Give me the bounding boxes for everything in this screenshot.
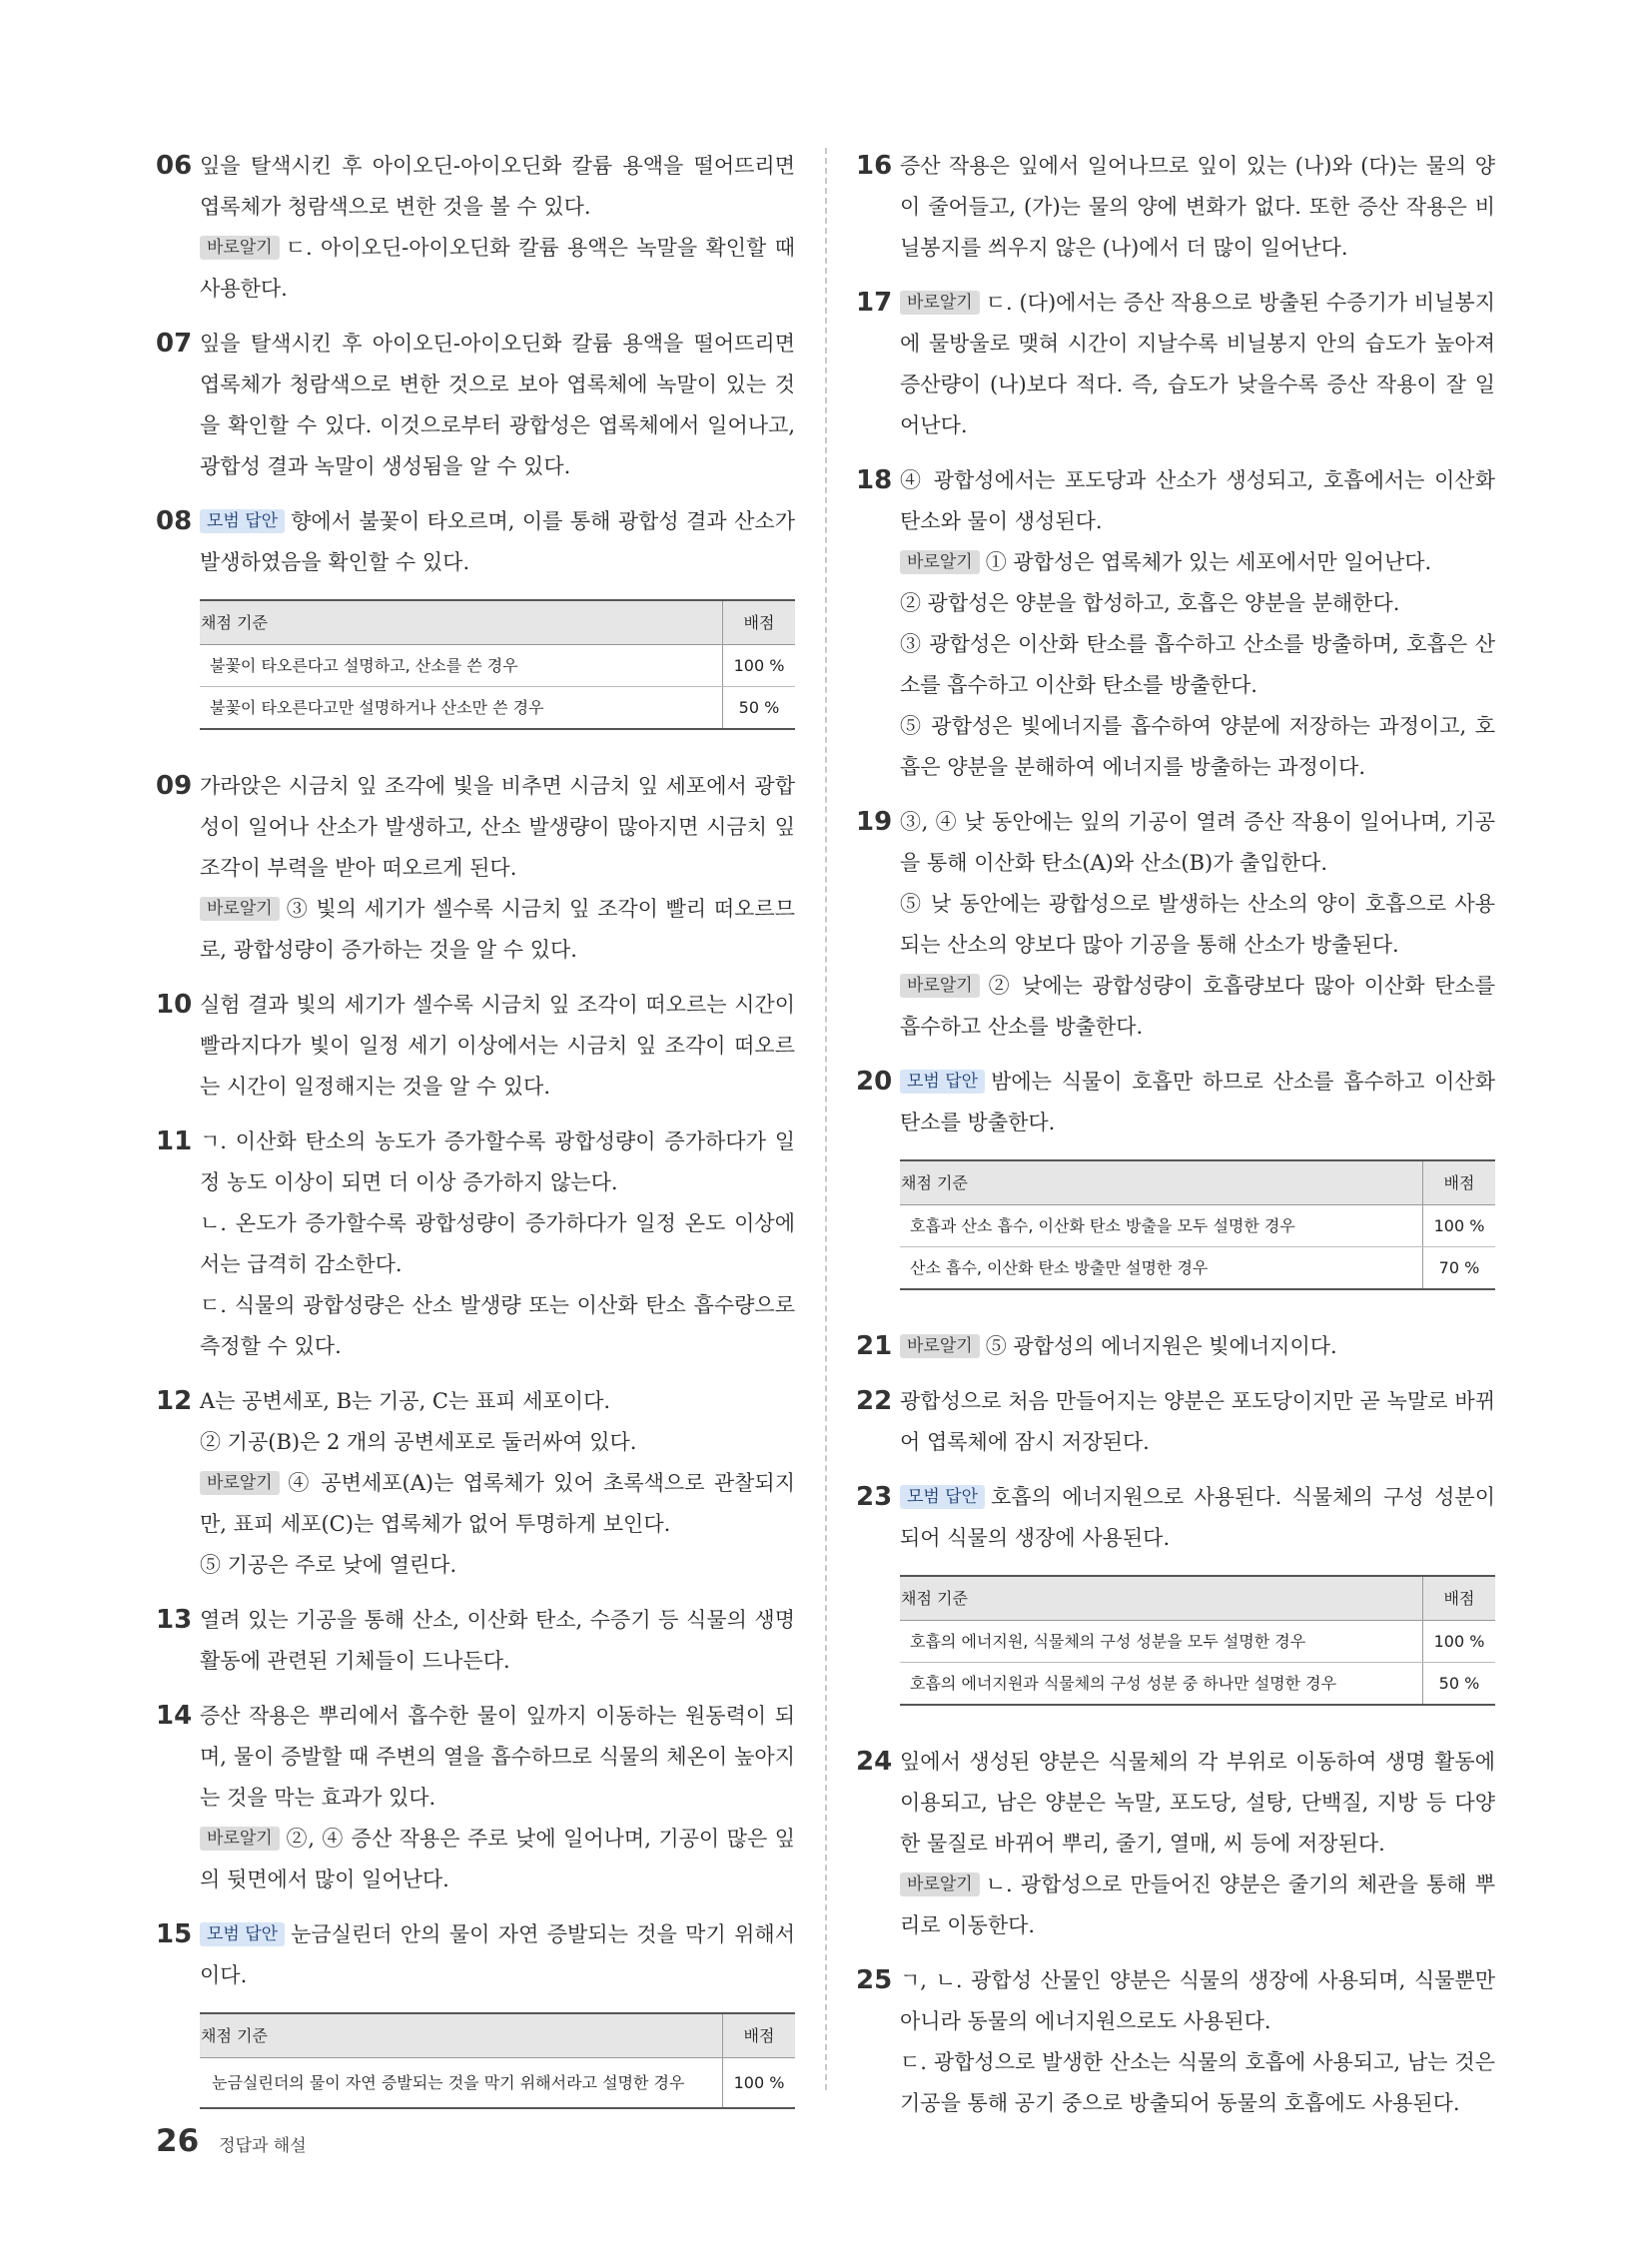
table-row: [200, 687, 795, 730]
explanation-text: ㄷ. 광합성으로 발생한 산소는 식물의 호흡에 사용되고, 남는 것은 기공을 통해 공기 중으로 방출되어 동물의 호흡에도 사용된다.: [900, 2050, 1495, 2115]
table-row: [200, 645, 795, 687]
model-answer-text: 호흡의 에너지원으로 사용된다. 식물체의 구성 성분이 되어 식물의 생장에 사용된다.: [900, 1485, 1495, 1550]
question-number: 11: [156, 1126, 193, 1156]
question-19: [856, 802, 1495, 1048]
question-number: 09: [156, 771, 193, 801]
model-answer-paragraph: [200, 1914, 795, 1996]
table-row: [900, 1247, 1495, 1290]
page-number: 26: [156, 2123, 200, 2159]
model-answer-tag: 모범 답안: [200, 509, 285, 533]
question-15: [156, 1914, 795, 2131]
question-25: [856, 1960, 1495, 2124]
model-answer-paragraph: [900, 1477, 1495, 1559]
question-17: [856, 283, 1495, 446]
question-24: [856, 1742, 1495, 1946]
explanation-text: ③, ④ 낮 동안에는 잎의 기공이 열려 증산 작용이 일어나며, 기공을 통해 이산화 탄소(A)와 산소(B)가 출입한다.: [900, 810, 1495, 875]
criteria-cell: 눈금실린더의 물이 자연 증발되는 것을 막기 위해서라고 설명한 경우: [212, 2072, 685, 2092]
hint-tag: 바로알기: [200, 1827, 280, 1851]
explanation-text: ㄷ. 식물의 광합성량은 산소 발생량 또는 이산화 탄소 흡수량으로 측정할 수 있다.: [200, 1293, 795, 1358]
question-10: [156, 985, 795, 1108]
hint-text: ① 광합성은 엽록체가 있는 세포에서만 일어난다.: [985, 550, 1432, 574]
question-number: 20: [856, 1067, 893, 1097]
question-21: [856, 1326, 1495, 1367]
explanation-text: ⑤ 낮 동안에는 광합성으로 발생하는 산소의 양이 호흡으로 사용되는 산소의 양보다 많아 기공을 통해 산소가 방출된다.: [900, 892, 1495, 957]
explanation-text: 광합성으로 처음 만들어지는 양분은 포도당이지만 곧 녹말로 바뀌어 엽록체에 잠시 저장된다.: [900, 1389, 1495, 1454]
hint-text: ②, ④ 증산 작용은 주로 낮에 일어나며, 기공이 많은 잎의 뒷면에서 많이 일어난다.: [200, 1827, 795, 1891]
hint-text: ③ 빛의 세기가 셀수록 시금치 잎 조각이 빨리 떠오르므로, 광합성량이 증가하는 것을 알 수 있다.: [200, 897, 795, 962]
criteria-header: 채점 기준: [200, 2013, 723, 2058]
hint-tag: 바로알기: [900, 1334, 980, 1358]
hint-paragraph: [200, 1819, 795, 1900]
question-number: 21: [856, 1331, 893, 1361]
hint-paragraph: [900, 283, 1495, 446]
hint-text: ㄷ. (다)에서는 증산 작용으로 방출된 수증기가 비닐봉지에 물방울로 맺혀 시간이 지날수록 비닐봉지 안의 습도가 높아져 증산량이 (나)보다 적다. 즉, 습도가 낮을수록 증산 작용이 잘 일어난다.: [900, 291, 1495, 437]
model-answer-paragraph: [900, 1062, 1495, 1143]
hint-tag: 바로알기: [200, 897, 280, 921]
question-23: [856, 1477, 1495, 1728]
points-cell: 50 %: [1423, 1663, 1496, 1706]
hint-paragraph: [200, 1463, 795, 1545]
model-answer-text: 눈금실린더 안의 물이 자연 증발되는 것을 막기 위해서이다.: [200, 1922, 795, 1987]
question-20: [856, 1062, 1495, 1312]
model-answer-text: 향에서 불꽃이 타오르며, 이를 통해 광합성 결과 산소가 발생하였음을 확인할 수 있다.: [200, 509, 795, 574]
hint-paragraph: [900, 1326, 1495, 1367]
question-number: 23: [856, 1482, 893, 1512]
hint-text: ㄴ. 광합성으로 만들어진 양분은 줄기의 체관을 통해 뿌리로 이동한다.: [900, 1872, 1495, 1937]
scoring-table: [200, 2012, 795, 2109]
question-number: 18: [856, 465, 893, 495]
explanation-text: ⑤ 광합성은 빛에너지를 흡수하여 양분에 저장하는 과정이고, 호흡은 양분을 분해하여 에너지를 방출하는 과정이다.: [900, 714, 1495, 779]
hint-tag: 바로알기: [900, 974, 980, 998]
explanation-text: 증산 작용은 잎에서 일어나므로 잎이 있는 (나)와 (다)는 물의 양이 줄어들고, (가)는 물의 양에 변화가 없다. 또한 증산 작용은 비닐봉지를 씌우지 않은 (나)에서 더 많이 일어난다.: [900, 154, 1495, 260]
hint-tag: 바로알기: [200, 1471, 280, 1495]
hint-text: ㄷ. 아이오딘-아이오딘화 칼륨 용액은 녹말을 확인할 때 사용한다.: [200, 236, 795, 301]
question-13: [156, 1600, 795, 1682]
question-number: 19: [856, 807, 893, 837]
explanation-text: 잎에서 생성된 양분은 식물체의 각 부위로 이동하여 생명 활동에 이용되고, 남은 양분은 녹말, 포도당, 설탕, 단백질, 지방 등 다양한 물질로 바뀌어 뿌리, 줄기, 열매, 씨 등에 저장된다.: [900, 1750, 1495, 1856]
criteria-cell: 불꽃이 타오른다고 설명하고, 산소를 쓴 경우: [200, 645, 723, 687]
criteria-cell: 산소 흡수, 이산화 탄소 방출만 설명한 경우: [910, 1258, 1209, 1277]
question-number: 06: [156, 151, 193, 181]
explanation-text: 열려 있는 기공을 통해 산소, 이산화 탄소, 수증기 등 식물의 생명 활동에 관련된 기체들이 드나든다.: [200, 1608, 795, 1673]
question-22: [856, 1381, 1495, 1463]
points-header: 배점: [723, 600, 796, 645]
question-12: [156, 1381, 795, 1586]
hint-tag: 바로알기: [900, 550, 980, 574]
explanation-text: ② 기공(B)은 2 개의 공변세포로 둘러싸여 있다.: [200, 1430, 637, 1454]
model-answer-tag: 모범 답안: [900, 1070, 985, 1094]
hint-tag: 바로알기: [900, 1872, 980, 1896]
explanation-text: ③ 광합성은 이산화 탄소를 흡수하고 산소를 방출하며, 호흡은 산소를 흡수하고 이산화 탄소를 방출한다.: [900, 632, 1495, 697]
question-number: 22: [856, 1386, 893, 1416]
column-divider: [825, 148, 827, 2090]
explanation-text: 실험 결과 빛의 세기가 셀수록 시금치 잎 조각이 떠오르는 시간이 빨라지다가 빛이 일정 세기 이상에서는 시금치 잎 조각이 떠오르는 시간이 일정해지는 것을 알 수 있다.: [200, 993, 795, 1099]
explanation-text: 잎을 탈색시킨 후 아이오딘-아이오딘화 칼륨 용액을 떨어뜨리면 엽록체가 청람색으로 변한 것을 볼 수 있다.: [200, 154, 795, 219]
criteria-cell: 호흡의 에너지원과 식물체의 구성 성분 중 하나만 설명한 경우: [910, 1674, 1337, 1693]
question-number: 13: [156, 1605, 193, 1635]
model-answer-tag: 모범 답안: [900, 1485, 985, 1509]
hint-text: ⑤ 광합성의 에너지원은 빛에너지이다.: [985, 1334, 1337, 1358]
explanation-text: ② 광합성은 양분을 합성하고, 호흡은 양분을 분해한다.: [900, 591, 1400, 615]
explanation-text: ㄱ. 이산화 탄소의 농도가 증가할수록 광합성량이 증가하다가 일정 농도 이상이 되면 더 이상 증가하지 않는다.: [200, 1129, 795, 1194]
question-06: [156, 146, 795, 310]
points-cell: 50 %: [723, 687, 796, 730]
criteria-header: 채점 기준: [200, 600, 723, 645]
scoring-table: [200, 599, 795, 730]
question-number: 25: [856, 1965, 893, 1995]
explanation-text: ㄱ, ㄴ. 광합성 산물인 양분은 식물의 생장에 사용되며, 식물뿐만 아니라 동물의 에너지원으로도 사용된다.: [900, 1968, 1495, 2033]
question-11: [156, 1121, 795, 1367]
question-14: [156, 1696, 795, 1900]
question-number: 07: [156, 329, 193, 359]
explanation-text: ㄴ. 온도가 증가할수록 광합성량이 증가하다가 일정 온도 이상에서는 급격히 감소한다.: [200, 1211, 795, 1276]
question-08: [156, 501, 795, 752]
question-number: 08: [156, 506, 193, 536]
explanation-text: 증산 작용은 뿌리에서 흡수한 물이 잎까지 이동하는 원동력이 되며, 물이 증발할 때 주변의 열을 흡수하므로 식물의 체온이 높아지는 것을 막는 효과가 있다.: [200, 1704, 795, 1810]
explanation-text: ⑤ 기공은 주로 낮에 열린다.: [200, 1553, 457, 1577]
question-09: [156, 766, 795, 971]
question-number: 17: [856, 288, 893, 318]
question-number: 14: [156, 1701, 193, 1731]
hint-paragraph: [200, 889, 795, 971]
model-answer-text: 밤에는 식물이 호흡만 하므로 산소를 흡수하고 이산화 탄소를 방출한다.: [900, 1070, 1495, 1134]
question-16: [856, 146, 1495, 269]
question-number: 24: [856, 1747, 893, 1777]
left-column: [156, 146, 795, 2145]
table-row: [200, 2058, 795, 2109]
points-cell: 100 %: [723, 645, 796, 687]
scoring-table: [900, 1159, 1495, 1290]
criteria-cell: 호흡과 산소 흡수, 이산화 탄소 방출을 모두 설명한 경우: [900, 1205, 1423, 1247]
hint-paragraph: [200, 228, 795, 310]
table-row: [900, 1663, 1495, 1706]
question-number: 15: [156, 1919, 193, 1949]
hint-text: ② 낮에는 광합성량이 호흡량보다 많아 이산화 탄소를 흡수하고 산소를 방출한다.: [900, 974, 1495, 1039]
explanation-text: 가라앉은 시금치 잎 조각에 빛을 비추면 시금치 잎 세포에서 광합성이 일어나 산소가 발생하고, 산소 발생량이 많아지면 시금치 잎 조각이 부력을 받아 떠오르게 된다.: [200, 774, 795, 880]
points-header: 배점: [723, 2013, 796, 2058]
hint-paragraph: [900, 542, 1495, 583]
hint-paragraph: [900, 966, 1495, 1048]
hint-text: ④ 공변세포(A)는 엽록체가 있어 초록색으로 관찰되지만, 표피 세포(C)는 엽록체가 없어 투명하게 보인다.: [200, 1471, 795, 1536]
question-number: 16: [856, 151, 893, 181]
points-cell: 70 %: [1423, 1247, 1496, 1290]
question-07: [156, 324, 795, 487]
points-cell: 100 %: [1423, 1205, 1496, 1247]
question-number: 10: [156, 990, 193, 1020]
right-column: [856, 146, 1495, 2138]
page-footer: [156, 2123, 307, 2159]
criteria-cell: 호흡의 에너지원, 식물체의 구성 성분을 모두 설명한 경우: [900, 1621, 1423, 1663]
explanation-text: A는 공변세포, B는 기공, C는 표피 세포이다.: [200, 1389, 611, 1413]
points-header: 배점: [1423, 1160, 1496, 1205]
model-answer-paragraph: [200, 501, 795, 583]
model-answer-tag: 모범 답안: [200, 1922, 285, 1946]
points-cell: 100 %: [1423, 1621, 1496, 1663]
hint-paragraph: [900, 1865, 1495, 1946]
criteria-header: 채점 기준: [900, 1160, 1423, 1205]
explanation-text: ④ 광합성에서는 포도당과 산소가 생성되고, 호흡에서는 이산화 탄소와 물이 생성된다.: [900, 468, 1495, 533]
hint-tag: 바로알기: [900, 291, 980, 315]
question-number: 12: [156, 1386, 193, 1416]
question-18: [856, 460, 1495, 788]
table-row: [900, 1205, 1495, 1247]
explanation-text: 잎을 탈색시킨 후 아이오딘-아이오딘화 칼륨 용액을 떨어뜨리면 엽록체가 청람색으로 변한 것으로 보아 엽록체에 녹말이 있는 것을 확인할 수 있다. 이것으로부터 광합성은 엽록체에서 일어나고, 광합성 결과 녹말이 생성됨을 알 수 있다.: [200, 332, 795, 478]
criteria-header: 채점 기준: [900, 1576, 1423, 1621]
criteria-cell: 불꽃이 타오른다고만 설명하거나 산소만 쓴 경우: [210, 698, 544, 717]
hint-tag: 바로알기: [200, 236, 280, 260]
points-cell: 100 %: [723, 2058, 796, 2109]
scoring-table: [900, 1575, 1495, 1706]
table-row: [900, 1621, 1495, 1663]
points-header: 배점: [1423, 1576, 1496, 1621]
footer-title: 정답과 해설: [219, 2136, 307, 2156]
